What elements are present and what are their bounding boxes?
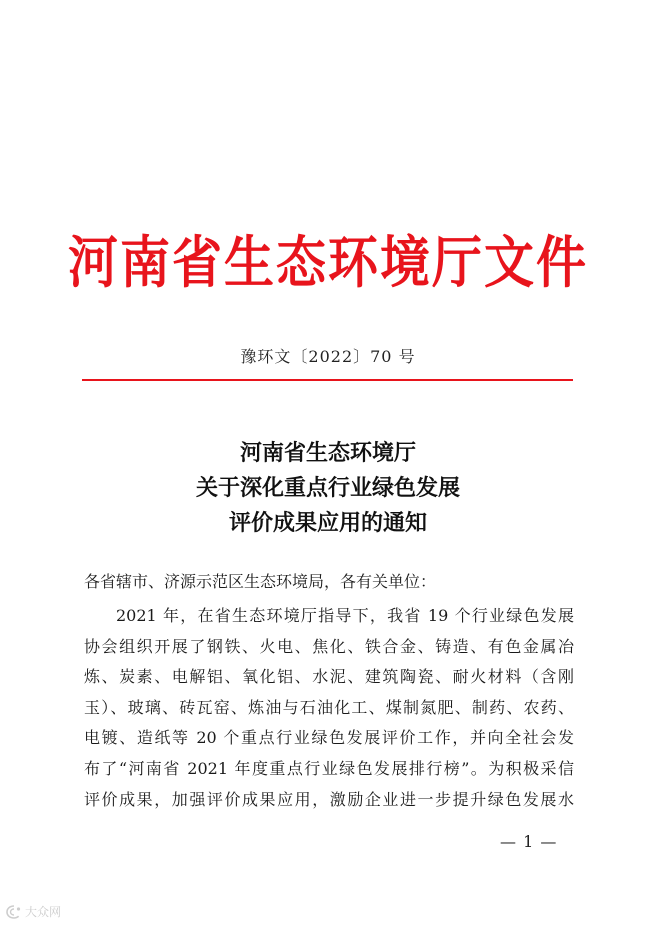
page-number: — 1 — bbox=[500, 832, 558, 851]
notice-title-line: 关于深化重点行业绿色发展 bbox=[195, 476, 460, 501]
body-line: 玉）、玻璃、砖瓦窑、炼油与石油化工、煤制氮肥、制药、农药、 bbox=[84, 697, 574, 717]
body-line: 2021 年，在省生态环境厅指导下，我省 19 个行业绿色发展 bbox=[116, 606, 574, 625]
salutation: 各省辖市、济源示范区生态环境局，各有关单位： bbox=[84, 572, 437, 591]
red-divider-line bbox=[82, 379, 573, 381]
body-text bbox=[84, 601, 574, 815]
notice-title-line: 评价成果应用的通知 bbox=[228, 511, 427, 536]
body-line: 布了“河南省 2021 年度重点行业绿色发展排行榜”。为积极采信 bbox=[84, 758, 574, 778]
body-line: 评价成果，加强评价成果应用，激励企业进一步提升绿色发展水 bbox=[84, 789, 574, 809]
body-line: 协会组织开展了钢铁、火电、焦化、铁合金、铸造、有色金属冶 bbox=[84, 636, 574, 656]
watermark bbox=[6, 903, 61, 920]
watermark-logo-icon bbox=[6, 905, 22, 919]
notice-title bbox=[0, 436, 656, 541]
document-header-title: 河南省生态环境厅文件 bbox=[68, 230, 588, 296]
document-number: 豫环文〔2022〕70 号 bbox=[240, 347, 416, 366]
watermark-text: 大众网 bbox=[25, 905, 62, 919]
body-line: 炼、炭素、电解铝、氧化铝、水泥、建筑陶瓷、耐火材料（含刚 bbox=[84, 667, 574, 687]
body-line: 电镀、造纸等 20 个重点行业绿色发展评价工作，并向全社会发 bbox=[84, 728, 574, 748]
notice-title-line: 河南省生态环境厅 bbox=[239, 441, 416, 466]
